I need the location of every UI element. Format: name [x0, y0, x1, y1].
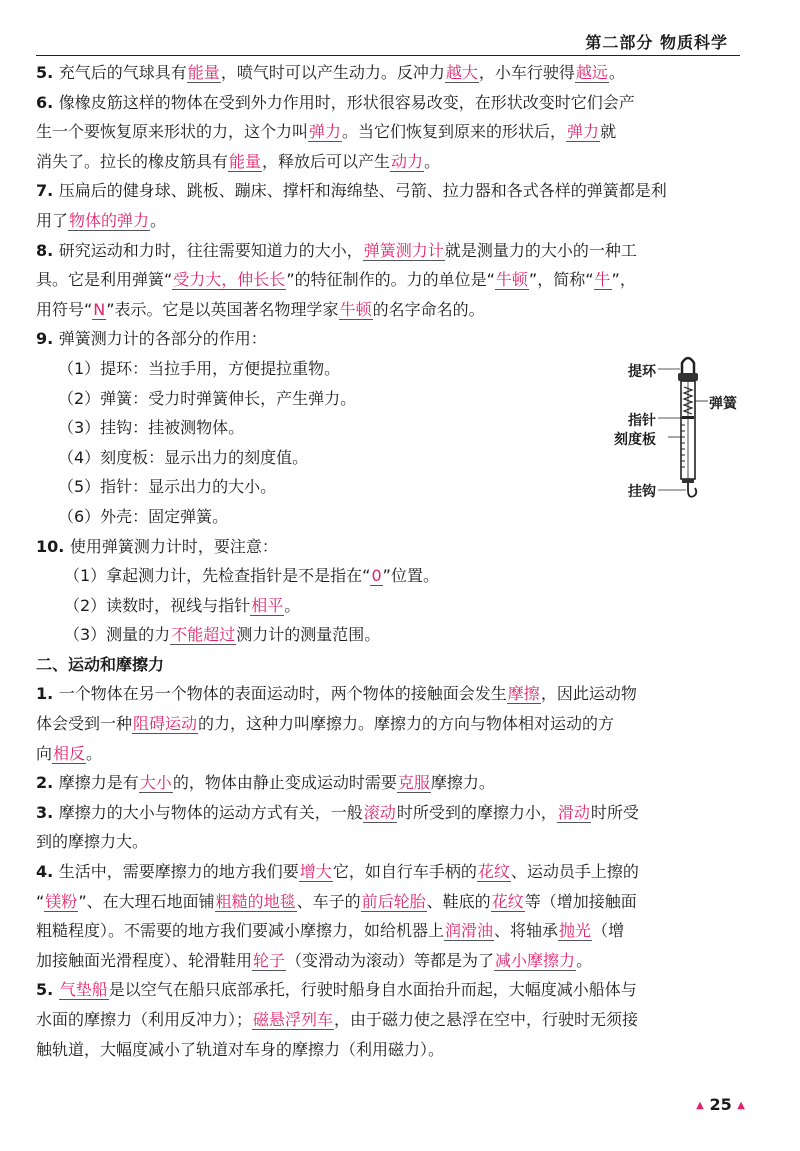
answer-blank: 相反: [53, 743, 86, 763]
text-segment: ，小车行驶得: [478, 63, 575, 82]
answer-blank: 相平: [251, 595, 284, 615]
text-segment: 像橡皮筋这样的物体在受到外力作用时，形状很容易改变，在形状改变时它们会产: [58, 92, 635, 112]
text-segment: （5）指针：显示出力的大小。: [58, 477, 277, 497]
text-line: [36, 236, 744, 266]
text-line: [36, 88, 744, 118]
text-line: [36, 295, 744, 325]
answer-blank: 大小: [139, 773, 172, 793]
answer-blank: 镁粉: [45, 891, 78, 911]
text-segment: 。: [424, 151, 441, 171]
text-segment: （增: [592, 921, 625, 941]
label-spring: 弹簧: [709, 396, 737, 412]
answer-blank: 减小摩擦力: [495, 950, 576, 970]
text-line: [36, 709, 744, 739]
text-line: [36, 975, 744, 1005]
section-heading: [36, 650, 744, 680]
text-segment: 。: [608, 63, 625, 82]
item-number: 10.: [36, 536, 70, 556]
answer-blank: 润滑油: [445, 921, 494, 941]
text-segment: 体会受到一种: [36, 714, 133, 734]
text-segment: ”，简称“: [528, 270, 594, 290]
answer-blank: 不能超过: [171, 625, 236, 645]
text-line: [36, 768, 744, 798]
answer-blank: 花纹: [477, 862, 510, 882]
text-segment: ，喷气时可以产生动力。反冲力: [220, 63, 445, 82]
text-segment: （3）挂钩：挂被测物体。: [58, 418, 245, 438]
text-segment: 。: [576, 950, 593, 970]
text-line: [36, 739, 744, 769]
text-segment: 粗糙程度）。不需要的地方我们要减小摩擦力，如给机器上: [36, 921, 445, 941]
item-number: 6.: [36, 92, 59, 112]
answer-blank: 牛顿: [339, 299, 372, 319]
text-line: [36, 857, 744, 887]
text-line: [36, 58, 744, 88]
answer-blank: 受力大，伸长长: [173, 270, 286, 290]
answer-blank: 磁悬浮列车: [253, 1010, 334, 1029]
text-line: [36, 827, 744, 857]
item-number: 1.: [36, 684, 59, 704]
text-line: [36, 561, 744, 591]
answer-blank: 滑动: [557, 802, 590, 822]
text-line: [36, 1005, 744, 1035]
text-line: [36, 532, 744, 562]
text-segment: “: [36, 891, 45, 911]
label-scale: 刻度板: [614, 432, 656, 448]
text-segment: 等（增加接触面: [524, 891, 637, 911]
text-segment: 向: [36, 743, 53, 763]
text-segment: ”的特征制作的。力的单位是“: [286, 270, 495, 290]
text-line: [36, 620, 744, 650]
text-line: [36, 206, 744, 236]
section-title: 第二部分 物质科学: [585, 33, 728, 52]
label-pointer: 指针: [628, 413, 656, 429]
spring-scale-figure: [612, 353, 742, 503]
answer-blank: 物体的弹力: [69, 210, 150, 230]
answer-blank: 弹簧测力计: [363, 240, 444, 260]
text-segment: （3）测量的力: [64, 625, 171, 645]
text-segment: （1）拿起测力计，先检查指针是不是指在“: [64, 566, 371, 586]
answer-blank: 抛光: [559, 921, 592, 941]
answer-blank: 弹力: [567, 122, 600, 142]
answer-blank: 0: [371, 566, 382, 586]
answer-blank: 摩擦: [507, 684, 540, 704]
text-segment: 摩擦力。: [430, 773, 495, 793]
text-segment: 、车子的: [296, 891, 361, 911]
answer-blank: N: [93, 299, 106, 319]
text-segment: 用符号“: [36, 299, 93, 319]
text-segment: 使用弹簧测力计时，要注意：: [69, 536, 278, 556]
answer-blank: 气垫船: [59, 980, 108, 1000]
text-segment: （4）刻度板：显示出力的刻度值。: [58, 447, 309, 467]
text-segment: （6）外壳：固定弹簧。: [58, 506, 229, 526]
text-line: [36, 176, 744, 206]
answer-blank: 前后轮胎: [361, 891, 426, 911]
answer-blank: 粗糙的地毯: [215, 891, 296, 911]
text-segment: 就是测量力的大小的一种工: [444, 240, 637, 260]
answer-blank: 轮子: [253, 950, 286, 970]
answer-blank: 弹力: [309, 122, 342, 142]
text-line: [36, 147, 744, 177]
label-ring: 提环: [628, 364, 656, 380]
text-line: [36, 887, 744, 917]
text-segment: ，释放后可以产生: [262, 151, 391, 171]
answer-blank: 增大: [299, 862, 332, 882]
text-line: [36, 265, 744, 295]
answer-blank: 克服: [397, 773, 430, 793]
text-segment: 、鞋底的: [426, 891, 491, 911]
text-segment: 。: [150, 210, 167, 230]
text-segment: 是以空气在船只底部承托，行驶时船身自水面抬升而起，大幅度减小船体与: [108, 980, 637, 1000]
text-segment: 研究运动和力时，往往需要知道力的大小，: [58, 240, 363, 260]
answer-blank: 滚动: [363, 802, 396, 822]
item-number: 7.: [36, 181, 59, 201]
answer-blank: 牛: [594, 270, 611, 290]
text-segment: ”表示。它是以英国著名物理学家: [106, 299, 339, 319]
text-line: [36, 502, 744, 532]
text-segment: 到的摩擦力大。: [36, 832, 149, 852]
answer-blank: 花纹: [491, 891, 524, 911]
text-segment: （变滑动为滚动）等都是为了: [286, 950, 495, 970]
text-segment: 具。它是利用弹簧“: [36, 270, 173, 290]
text-segment: 时所受: [590, 802, 639, 822]
content: [36, 58, 744, 1064]
answer-blank: 动力: [391, 151, 424, 171]
item-number: 2.: [36, 773, 59, 793]
text-segment: 时所受到的摩擦力小，: [396, 802, 557, 822]
text-line: [36, 1035, 744, 1065]
text-segment: （2）读数时，视线与指针: [64, 595, 251, 615]
item-number: 9.: [36, 329, 59, 349]
item-number: 8.: [36, 240, 59, 260]
answer-blank: 能量: [229, 151, 262, 171]
item-number: 5.: [36, 63, 59, 82]
text-segment: 。当它们恢复到原来的形状后，: [342, 122, 567, 142]
text-segment: 的力，这种力叫摩擦力。摩擦力的方向与物体相对运动的方: [198, 714, 615, 734]
text-segment: 摩擦力的大小与物体的运动方式有关，一般: [58, 802, 363, 822]
triangle-icon: ▲: [737, 1100, 745, 1111]
text-segment: ”位置。: [382, 566, 439, 586]
item-number: 4.: [36, 862, 59, 882]
text-segment: 、将轴承: [494, 921, 559, 941]
answer-blank: 越大: [445, 63, 478, 82]
text-segment: 弹簧测力计的各部分的作用：: [58, 329, 267, 349]
text-segment: ，因此运动物: [540, 684, 637, 704]
header-rule: [36, 55, 740, 56]
text-line: [36, 798, 744, 828]
text-segment: 摩擦力是有: [58, 773, 139, 793]
triangle-icon: ▲: [696, 1100, 704, 1111]
label-hook: 挂钩: [628, 484, 656, 500]
text-line: [36, 916, 744, 946]
answer-blank: 牛顿: [495, 270, 528, 290]
text-segment: 触轨道，大幅度减小了轨道对车身的摩擦力（利用磁力）。: [36, 1039, 445, 1059]
text-segment: 的，物体由静止变成运动时需要: [172, 773, 397, 793]
page-number: 25: [709, 1095, 732, 1114]
answer-blank: 能量: [187, 63, 220, 82]
text-line: [36, 679, 744, 709]
page-header: [0, 30, 800, 52]
text-segment: 用了: [36, 210, 69, 230]
text-segment: 消失了。拉长的橡皮筋具有: [36, 151, 229, 171]
text-line: [36, 324, 744, 354]
text-segment: 压扁后的健身球、跳板、蹦床、撑杆和海绵垫、弓箭、拉力器和各式各样的弹簧都是利: [58, 181, 667, 201]
text-line: [36, 591, 744, 621]
text-segment: 的名字命名的。: [372, 299, 485, 319]
text-segment: 充气后的气球具有: [58, 63, 187, 82]
text-segment: 测力计的测量范围。: [236, 625, 381, 645]
text-segment: （2）弹簧：受力时弹簧伸长，产生弹力。: [58, 388, 357, 408]
page-footer: [696, 1095, 745, 1114]
text-segment: ”、在大理石地面铺: [78, 891, 215, 911]
text-segment: 就: [600, 122, 617, 142]
text-segment: 、运动员手上擦的: [510, 862, 639, 882]
answer-blank: 越远: [575, 63, 608, 82]
text-segment: 生活中，需要摩擦力的地方我们要: [58, 862, 299, 882]
text-segment: 。: [284, 595, 301, 615]
text-segment: 一个物体在另一个物体的表面运动时，两个物体的接触面会发生: [58, 684, 507, 704]
text-segment: 水面的摩擦力（利用反冲力）；: [36, 1010, 253, 1029]
answer-blank: 阻碍运动: [133, 714, 198, 734]
text-segment: 二、运动和摩擦力: [36, 654, 165, 674]
item-number: 5.: [36, 980, 59, 1000]
text-segment: （1）提环：当拉手用，方便提拉重物。: [58, 358, 341, 378]
text-segment: 加接触面光滑程度）、轮滑鞋用: [36, 950, 253, 970]
text-segment: 。: [86, 743, 103, 763]
text-segment: ，由于磁力使之悬浮在空中，行驶时无须接: [334, 1010, 639, 1029]
text-line: [36, 946, 744, 976]
text-segment: 它，如自行车手柄的: [332, 862, 477, 882]
text-segment: 生一个要恢复原来形状的力，这个力叫: [36, 122, 309, 142]
text-line: [36, 117, 744, 147]
text-segment: ”，: [611, 270, 636, 290]
item-number: 3.: [36, 802, 59, 822]
